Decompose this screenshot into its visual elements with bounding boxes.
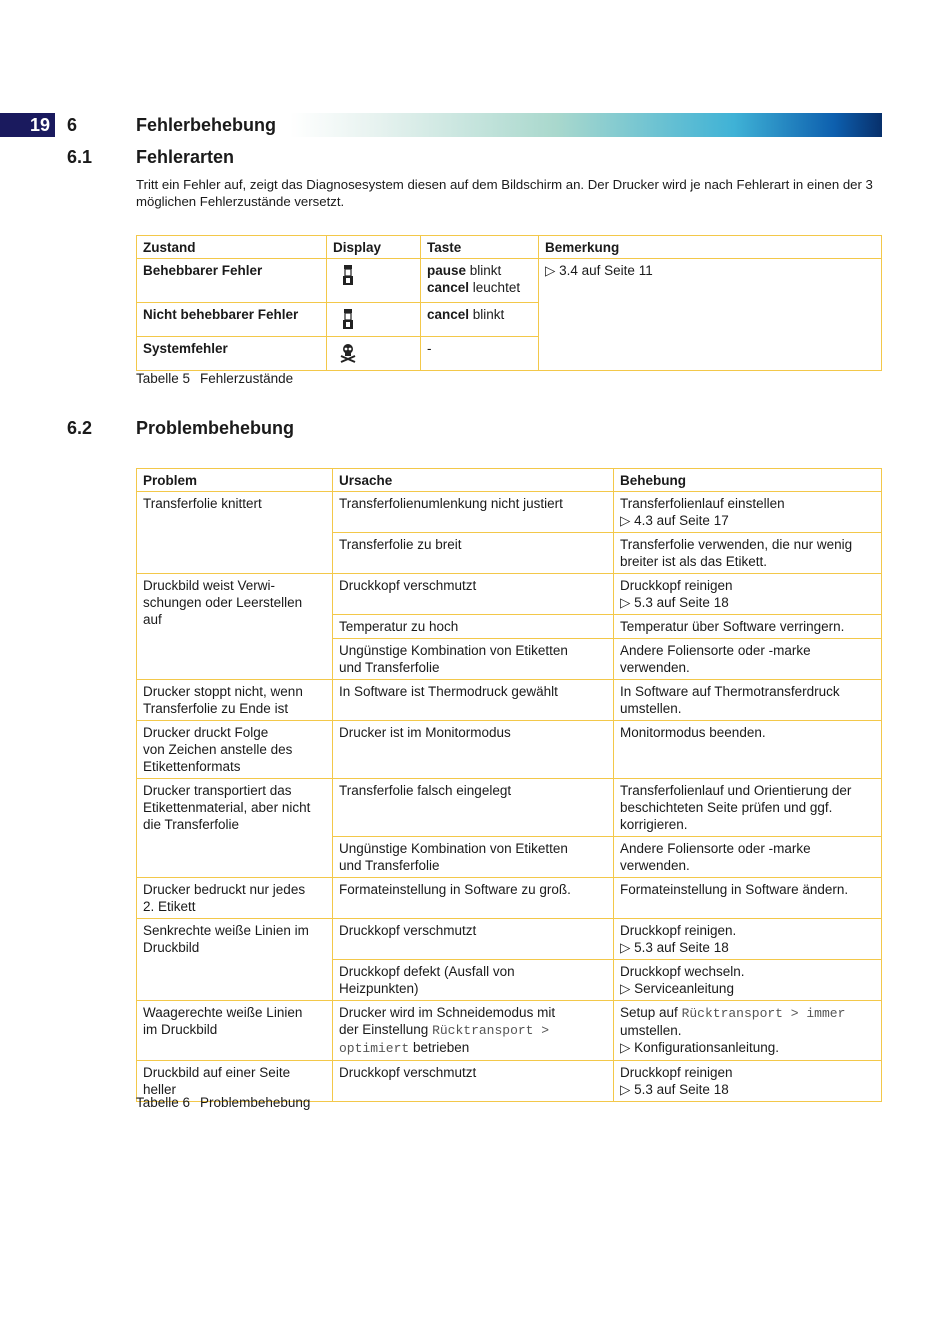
table-row bbox=[137, 721, 882, 779]
key-state: blinkt bbox=[469, 263, 502, 278]
column-header: Display bbox=[327, 236, 421, 259]
remedy-text: umstellen. ▷ Konfigurationsanleitung. bbox=[620, 1023, 779, 1055]
problem-cell: Drucker stoppt nicht, wenn Transferfolie zu Ende ist bbox=[137, 680, 333, 721]
remedy-cell: Druckkopf wechseln. ▷ Serviceanleitung bbox=[614, 960, 882, 1001]
key-cell bbox=[421, 303, 539, 337]
key-name: cancel bbox=[427, 307, 470, 322]
caption-label: Tabelle 6 bbox=[136, 1095, 191, 1110]
cause-cell: Formateinstellung in Software zu groß. bbox=[333, 878, 614, 919]
remark-cell: ▷ 3.4 auf Seite 11 bbox=[539, 259, 882, 371]
table-header-row bbox=[137, 236, 882, 259]
cause-cell: In Software ist Thermodruck gewählt bbox=[333, 680, 614, 721]
column-header: Problem bbox=[137, 469, 333, 492]
remedy-cell: Transferfolienlauf und Orientierung der beschichteten Seite prüfen und ggf. korrigieren. bbox=[614, 779, 882, 837]
cause-cell: Drucker ist im Monitormodus bbox=[333, 721, 614, 779]
setting-path: Rücktransport > optimiert bbox=[339, 1023, 550, 1056]
key-cell: - bbox=[421, 337, 539, 371]
key-name: pause bbox=[427, 263, 467, 278]
remedy-cell: Druckkopf reinigen ▷ 5.3 auf Seite 18 bbox=[614, 1061, 882, 1102]
intro-paragraph: Tritt ein Fehler auf, zeigt das Diagnosesystem diesen auf dem Bildschirm an. Der Drucker wird je nach Fehlerart in einen der 3 möglichen Fehlerzustände versetzt. bbox=[136, 177, 873, 209]
cause-cell: Temperatur zu hoch bbox=[333, 615, 614, 639]
section-number: 6.1 bbox=[67, 147, 93, 167]
printer-error-icon bbox=[342, 309, 354, 329]
cause-cell: Transferfolie falsch eingelegt bbox=[333, 779, 614, 837]
state-cell: Systemfehler bbox=[137, 337, 327, 371]
chapter-title: Fehlerbehebung bbox=[136, 115, 277, 135]
problem-cell: Drucker bedruckt nur jedes 2. Etikett bbox=[137, 878, 333, 919]
display-cell bbox=[327, 303, 421, 337]
table-row bbox=[137, 878, 882, 919]
table-row bbox=[137, 919, 882, 960]
state-cell: Nicht behebbarer Fehler bbox=[137, 303, 327, 337]
troubleshooting-table bbox=[136, 468, 882, 1102]
table-caption bbox=[136, 371, 293, 386]
column-header: Zustand bbox=[137, 236, 327, 259]
caption-text: Fehlerzustände bbox=[200, 371, 294, 386]
problem-cell: Druckbild weist Verwi- schungen oder Leerstellen auf bbox=[137, 574, 333, 680]
cause-cell: Druckkopf verschmutzt bbox=[333, 574, 614, 615]
page-number: 19 bbox=[0, 113, 55, 137]
cause-cell: Transferfolie zu breit bbox=[333, 533, 614, 574]
table-row bbox=[137, 574, 882, 615]
chapter-number: 6 bbox=[67, 115, 78, 135]
table-row bbox=[137, 779, 882, 837]
caption-label: Tabelle 5 bbox=[136, 371, 191, 386]
error-states-table bbox=[136, 235, 882, 371]
table-row bbox=[137, 1001, 882, 1061]
remedy-cell: Andere Foliensorte oder -marke verwenden. bbox=[614, 639, 882, 680]
remedy-cell: Formateinstellung in Software ändern. bbox=[614, 878, 882, 919]
remedy-cell: Transferfolienlauf einstellen ▷ 4.3 auf Seite 17 bbox=[614, 492, 882, 533]
state-cell: Behebbarer Fehler bbox=[137, 259, 327, 303]
section-title: Problembehebung bbox=[136, 418, 295, 438]
column-header: Taste bbox=[421, 236, 539, 259]
section-title: Fehlerarten bbox=[136, 147, 235, 167]
remedy-cell: Andere Foliensorte oder -marke verwenden. bbox=[614, 837, 882, 878]
display-cell bbox=[327, 259, 421, 303]
remedy-cell: In Software auf Thermotransferdruck umstellen. bbox=[614, 680, 882, 721]
cause-text: betrieben bbox=[409, 1040, 470, 1055]
printer-error-icon bbox=[342, 265, 354, 285]
problem-cell: Drucker druckt Folge von Zeichen anstelle des Etikettenformats bbox=[137, 721, 333, 779]
cause-cell bbox=[333, 1001, 614, 1061]
remedy-cell: Druckkopf reinigen ▷ 5.3 auf Seite 18 bbox=[614, 574, 882, 615]
problem-cell: Senkrechte weiße Linien im Druckbild bbox=[137, 919, 333, 1001]
key-name: cancel bbox=[427, 280, 470, 295]
table-header-row bbox=[137, 469, 882, 492]
table-row bbox=[137, 680, 882, 721]
table-caption bbox=[136, 1095, 310, 1110]
remedy-cell bbox=[614, 1001, 882, 1061]
column-header: Ursache bbox=[333, 469, 614, 492]
skull-icon bbox=[340, 343, 356, 363]
remedy-cell: Druckkopf reinigen. ▷ 5.3 auf Seite 18 bbox=[614, 919, 882, 960]
remedy-cell: Monitormodus beenden. bbox=[614, 721, 882, 779]
caption-text: Problembehebung bbox=[200, 1095, 311, 1110]
cause-cell: Druckkopf verschmutzt bbox=[333, 919, 614, 960]
cause-cell: Ungünstige Kombination von Etiketten und Transferfolie bbox=[333, 639, 614, 680]
key-state: leuchtet bbox=[472, 280, 521, 295]
column-header: Bemerkung bbox=[539, 236, 882, 259]
setting-path: Rücktransport > immer bbox=[681, 1006, 846, 1021]
remedy-cell: Transferfolie verwenden, die nur wenig breiter ist als das Etikett. bbox=[614, 533, 882, 574]
problem-cell: Waagerechte weiße Linien im Druckbild bbox=[137, 1001, 333, 1061]
problem-cell: Druckbild auf einer Seite heller bbox=[137, 1061, 333, 1102]
section-number: 6.2 bbox=[67, 418, 93, 438]
cause-text: Drucker wird im Schneidemodus mit der Einstellung bbox=[339, 1005, 556, 1037]
remedy-cell: Temperatur über Software verringern. bbox=[614, 615, 882, 639]
column-header: Behebung bbox=[614, 469, 882, 492]
table-row bbox=[137, 492, 882, 533]
display-cell bbox=[327, 337, 421, 371]
cause-cell: Druckkopf defekt (Ausfall von Heizpunkten) bbox=[333, 960, 614, 1001]
problem-cell: Transferfolie knittert bbox=[137, 492, 333, 574]
table-row bbox=[137, 259, 882, 303]
chapter-gradient-bar bbox=[290, 113, 882, 137]
key-cell bbox=[421, 259, 539, 303]
cause-cell: Druckkopf verschmutzt bbox=[333, 1061, 614, 1102]
cause-cell: Ungünstige Kombination von Etiketten und Transferfolie bbox=[333, 837, 614, 878]
remedy-text: Setup auf bbox=[620, 1005, 682, 1020]
problem-cell: Drucker transportiert das Etikettenmaterial, aber nicht die Transferfolie bbox=[137, 779, 333, 878]
cause-cell: Transferfolienumlenkung nicht justiert bbox=[333, 492, 614, 533]
key-state: blinkt bbox=[472, 307, 505, 322]
